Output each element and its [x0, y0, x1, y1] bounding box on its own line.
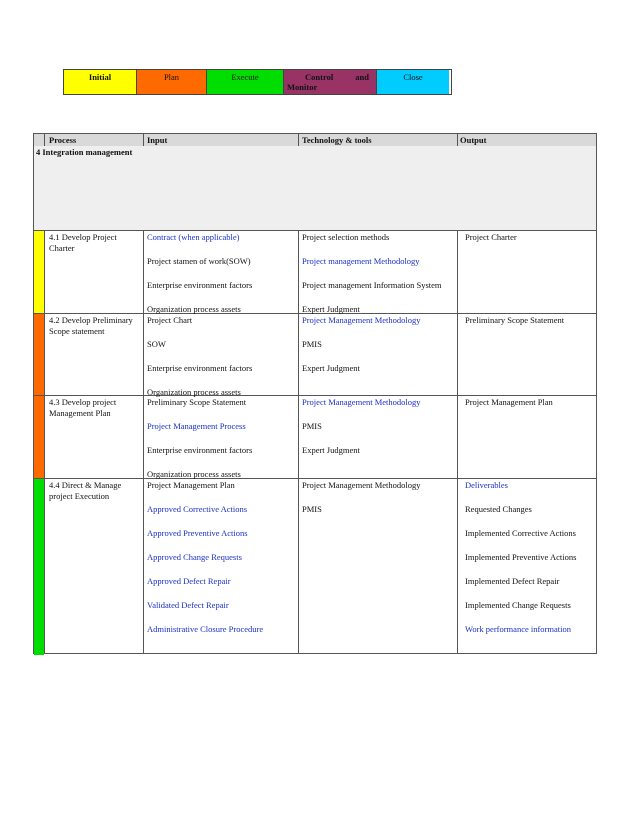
col-divider: [44, 134, 45, 146]
input-item: Enterprise environment factors: [147, 280, 253, 290]
output-item: Work performance information: [465, 624, 571, 634]
col-divider: [143, 230, 144, 653]
tool-cell: [302, 315, 460, 387]
input-cell: [147, 480, 297, 648]
input-item: Validated Defect Repair: [147, 600, 229, 610]
output-item: Preliminary Scope Statement: [465, 315, 565, 325]
process-name: 4.3 Develop project Management Plan: [49, 397, 117, 418]
col-divider: [44, 230, 45, 653]
output-cell: [465, 397, 595, 421]
integration-table: [33, 133, 597, 654]
phase-legend: [63, 69, 452, 95]
output-cell: [465, 315, 595, 339]
table-row: [34, 230, 596, 314]
tool-cell: [302, 480, 460, 528]
legend-control-monitor: [284, 70, 377, 94]
col-divider: [457, 230, 458, 653]
tool-item: Project management Information System: [302, 280, 442, 290]
process-name: 4.4 Direct & Manage project Execution: [49, 480, 122, 501]
input-item: Contract (when applicable): [147, 232, 240, 242]
input-item: Approved Change Requests: [147, 552, 242, 562]
section-integration-management: [34, 146, 596, 231]
col-divider: [298, 230, 299, 653]
tool-item: Project management Methodology: [302, 256, 420, 266]
input-item: Approved Preventive Actions: [147, 528, 248, 538]
process-name: 4.1 Develop Project Charter: [49, 232, 117, 253]
output-item: Implemented Preventive Actions: [465, 552, 577, 562]
input-item: Enterprise environment factors: [147, 363, 253, 373]
legend-initial: Initial: [64, 70, 137, 94]
input-item: Organization process assets: [147, 387, 241, 397]
output-cell: [465, 232, 595, 256]
input-item: SOW: [147, 339, 166, 349]
legend-execute: Execute: [207, 70, 284, 94]
input-item: Organization process assets: [147, 469, 241, 479]
header-tech-tools: Technology & tools: [302, 135, 372, 145]
output-item: Project Charter: [465, 232, 517, 242]
tool-item: Expert Judgment: [302, 363, 360, 373]
tool-item: Project Management Methodology: [302, 397, 421, 407]
output-item: Implemented Change Requests: [465, 600, 571, 610]
output-item: Implemented Corrective Actions: [465, 528, 576, 538]
table-row: [34, 313, 596, 396]
output-item: Deliverables: [465, 480, 508, 490]
input-item: Approved Corrective Actions: [147, 504, 248, 514]
input-item: Project stamen of work(SOW): [147, 256, 251, 266]
output-item: Implemented Defect Repair: [465, 576, 560, 586]
legend-control-word: Control: [305, 72, 334, 82]
input-item: Enterprise environment factors: [147, 445, 253, 455]
input-item: Project Chart: [147, 315, 193, 325]
tool-item: PMIS: [302, 504, 322, 514]
input-item: Project Management Process: [147, 421, 246, 431]
tool-item: Expert Judgment: [302, 445, 360, 455]
input-item: Administrative Closure Procedure: [147, 624, 264, 634]
legend-plan: Plan: [137, 70, 207, 94]
legend-and-word: and: [355, 72, 369, 82]
tool-item: Project Management Methodology: [302, 315, 421, 325]
section-title: 4 Integration management: [36, 147, 133, 157]
tool-cell: [302, 397, 460, 469]
tool-item: Project Management Methodology: [302, 480, 421, 490]
tool-item: PMIS: [302, 421, 322, 431]
input-item: Project Management Plan: [147, 480, 235, 490]
input-item: Organization process assets: [147, 304, 241, 314]
legend-close: Close: [377, 70, 449, 94]
header-process: Process: [49, 135, 77, 145]
table-row: [34, 478, 596, 655]
col-divider: [298, 134, 299, 146]
process-name: 4.2 Develop Preliminary Scope statement: [49, 315, 133, 336]
output-item: Requested Changes: [465, 504, 532, 514]
output-cell: [465, 480, 595, 648]
header-input: Input: [147, 135, 168, 145]
tool-item: Project selection methods: [302, 232, 390, 242]
tool-item: PMIS: [302, 339, 322, 349]
table-row: [34, 395, 596, 479]
col-divider: [457, 134, 458, 146]
input-item: Preliminary Scope Statement: [147, 397, 247, 407]
output-item: Project Management Plan: [465, 397, 553, 407]
col-divider: [143, 134, 144, 146]
header-output: Output: [460, 135, 487, 145]
input-item: Approved Defect Repair: [147, 576, 231, 586]
legend-monitor-word: Monitor: [287, 82, 318, 92]
tool-item: Expert Judgment: [302, 304, 360, 314]
